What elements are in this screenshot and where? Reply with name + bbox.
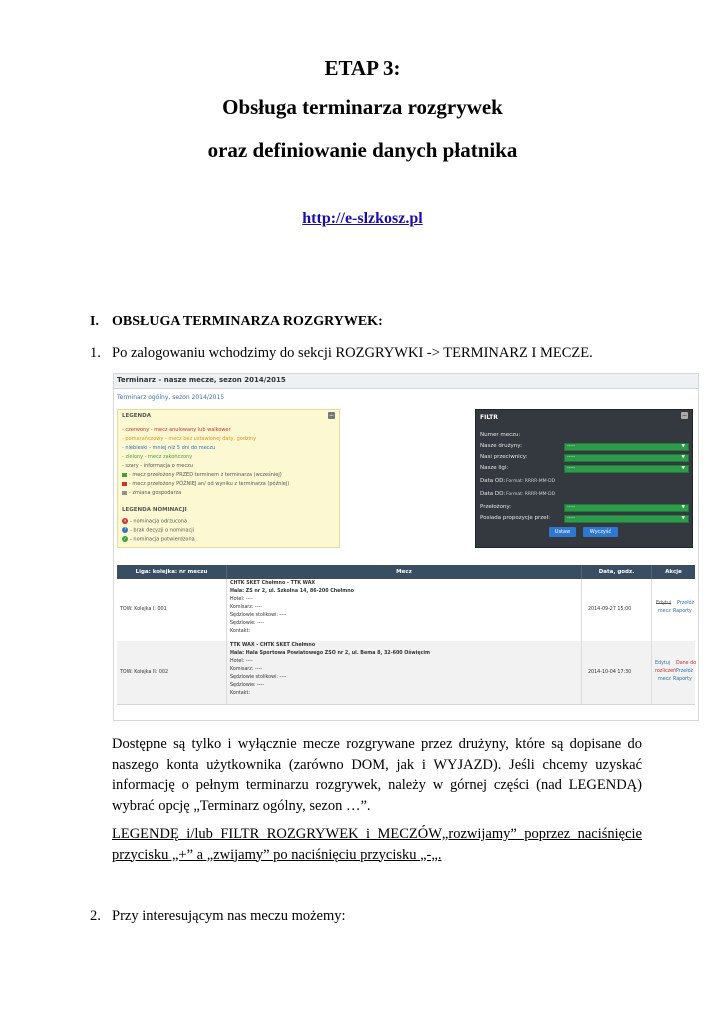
legend-item (122, 463, 193, 469)
legend-item (122, 490, 181, 496)
legend-item-text: - pomarańczowy - mecz bez ustawionej daty, godziny (122, 436, 257, 442)
legend-item (122, 472, 282, 478)
nomination-item (122, 536, 195, 543)
nomination-item (122, 527, 194, 534)
select-value: ----- (567, 505, 576, 510)
select-value: ----- (567, 455, 576, 460)
nomination-legend-title: LEGENDA NOMINACJI (122, 507, 187, 513)
postpone-link[interactable]: Przełóż (676, 669, 694, 674)
postponed-select[interactable] (564, 504, 689, 512)
nomination-text: - brak decyzji o nominacji (130, 527, 195, 534)
match-contact: Kontakt: (230, 691, 250, 696)
match-hotel: Hotel: ---- (230, 597, 253, 602)
legend-item-text: - niebieski - mniej niż 5 dni do meczu (122, 445, 216, 451)
match-table-officials: Sędziowie stolikowi: ---- (230, 613, 287, 618)
column-header-date: Data, godz. (582, 565, 652, 579)
edit-link[interactable]: Edytuj (656, 601, 672, 606)
table-row (117, 641, 695, 705)
legend-item-text: - mecz przełożony PRZED terminem z terminarza (wcześniej) (129, 472, 282, 478)
select-value: ----- (567, 516, 576, 521)
payer-data-link-cont[interactable]: rozliczeń (655, 669, 677, 674)
postpone-match-link[interactable]: mecz (658, 609, 671, 614)
column-header-match: Mecz (227, 565, 582, 579)
list-text-2: Przy interesującym nas meczu możemy: (112, 908, 346, 924)
chevron-down-icon: ▼ (681, 516, 685, 521)
match-cell (227, 641, 582, 704)
leagues-select[interactable] (564, 465, 689, 473)
match-referees: Sędziowie: ---- (230, 621, 265, 626)
nomination-pending-icon: ? (123, 527, 127, 532)
league-cell (117, 641, 227, 704)
legend-item-text: - mecz przełożony PÓŹNIEJ an/ od wyniku z terminarza (później) (129, 481, 290, 487)
date-cell (582, 579, 652, 641)
reports-link[interactable]: Raporty (673, 609, 692, 614)
match-date: 2014-10-04 17:30 (588, 670, 632, 675)
list-item-2 (90, 908, 346, 925)
league-text: TOW: Kolejka II: 002 (120, 670, 169, 675)
title-line-1: ETAP 3: (324, 56, 401, 80)
general-schedule-link[interactable]: Terminarz ogólny, sezon 2014/2015 (117, 394, 225, 401)
section-number: I. (90, 314, 99, 329)
actions-cell (652, 641, 695, 704)
paragraph-expand-collapse: LEGENDĘ i/lub FILTR ROZGRYWEK i MECZÓW„rozwijamy” poprzez naciśnięcie przycisku „+” a „zwijamy” po naciśnięciu przycisku „-„. (112, 826, 642, 863)
date-from-label: Data OD: (480, 478, 506, 484)
arrow-green-icon (122, 473, 127, 477)
payer-data-link[interactable]: Dane do (676, 661, 697, 666)
chevron-down-icon: ▼ (681, 505, 685, 510)
legend-item-text: - zielony - mecz zakończony (122, 454, 193, 460)
schedule-screenshot (113, 373, 699, 721)
match-hotel: Hotel: ---- (230, 659, 253, 664)
nomination-rejected-icon: ✕ (123, 518, 127, 523)
nomination-text: - nominacja odrzucona (130, 518, 188, 525)
paragraph-available-matches: Dostępne są tylko i wyłącznie mecze rozgrywane przez drużyny, które są dopisane do naszego konta użytkownika (zarówno DOM, jak i WYJAZD). Jeśli chcemy uzyskać informację o pełnym terminarzu rozgrywek, należy w górnej części (nad LEGENDĄ) wybrać opcję „Terminarz ogólny, sezon …”. (112, 736, 642, 814)
list-number-1: 1. (90, 345, 101, 361)
legend-header (118, 410, 339, 421)
edit-link[interactable]: Edytuj (655, 661, 671, 666)
match-referees: Sędziowie: ---- (230, 683, 265, 688)
screenshot-title: Terminarz - nasze mecze, sezon 2014/2015 (117, 376, 286, 384)
match-commissioner: Komisarz: ---- (230, 667, 262, 672)
set-filter-button[interactable]: Ustaw (549, 527, 576, 537)
clear-filter-button[interactable]: Wyczyść (583, 527, 618, 537)
match-hall: Hala: Hala Sportowa Powiatowego ZSO nr 2, ul. Bema 8, 32-600 Oświęcim (230, 651, 431, 656)
column-header-actions: Akcje (652, 565, 695, 579)
match-contact: Kontakt: (230, 629, 250, 634)
filter-title: FILTR (480, 414, 498, 421)
league-cell (117, 579, 227, 641)
proposal-select[interactable] (564, 515, 689, 523)
date-to-label: Data DO: (480, 491, 506, 497)
section-heading (90, 314, 383, 330)
select-value: ----- (567, 466, 576, 471)
filter-panel (475, 409, 693, 548)
our-teams-select[interactable] (564, 443, 689, 451)
title-line-3: oraz definiowanie danych płatnika (207, 138, 518, 162)
postpone-match-link[interactable]: mecz (658, 677, 671, 682)
match-commissioner: Komisarz: ---- (230, 605, 262, 610)
legend-item-text: - zmiana gospodarza (129, 490, 182, 496)
legend-item (122, 454, 192, 460)
date-cell (582, 641, 652, 704)
match-table-officials: Sędziowie stolikowi: ---- (230, 675, 287, 680)
chevron-down-icon: ▼ (681, 466, 685, 471)
list-item-1 (90, 345, 593, 362)
legend-item (122, 445, 215, 451)
nomination-item (122, 518, 187, 525)
opponents-label: Nasi przeciwnicy: (480, 454, 528, 460)
list-number-2: 2. (90, 908, 101, 924)
match-teams: CHTK SKET Chełmno - TTK WAX (230, 581, 316, 586)
legend-title: LEGENDA (122, 413, 151, 419)
screenshot-header (114, 374, 698, 389)
swap-icon (122, 491, 127, 495)
nomination-text: - nominacja potwierdzona (130, 536, 195, 543)
table-row (117, 579, 695, 642)
our-teams-label: Nasze drużyny: (480, 443, 522, 449)
postpone-link[interactable]: Przełóż (677, 601, 695, 606)
date-from-input[interactable]: Format: RRRR-MM-DD (506, 479, 556, 484)
legend-item-text: - szary - informacja o meczu (122, 463, 193, 469)
legend-item (122, 436, 256, 442)
legend-item (122, 427, 231, 433)
legend-item-text: - czerwony - mecz anulowany lub walkower (122, 427, 231, 433)
league-text: TOW: Kolejka I: 001 (120, 607, 167, 612)
chevron-down-icon: ▼ (681, 455, 685, 460)
legend-panel (117, 409, 340, 548)
proposal-label: Posiada propozycje przeł: (480, 515, 550, 521)
leagues-label: Nasze ligi: (480, 465, 509, 471)
arrow-red-icon (122, 482, 127, 486)
match-hall: Hala: ZS nr 2, ul. Szkolna 14, 86-200 Chełmno (230, 589, 354, 594)
site-link[interactable]: http://e-slzkosz.pl (302, 210, 423, 227)
match-number-label: Numer meczu: (480, 432, 521, 438)
title-line-2: Obsługa terminarza rozgrywek (222, 95, 503, 119)
match-date: 2014-09-27 15:00 (588, 607, 632, 612)
nomination-confirmed-icon: ✓ (123, 536, 127, 541)
legend-item (122, 481, 289, 487)
postponed-label: Przełożony: (480, 504, 512, 510)
list-text-1: Po zalogowaniu wchodzimy do sekcji ROZGRYWKI -> TERMINARZ I MECZE. (112, 345, 593, 361)
chevron-down-icon: ▼ (681, 444, 685, 449)
date-to-input[interactable]: Format: RRRR-MM-DD (506, 492, 556, 497)
actions-cell (652, 579, 695, 641)
reports-link[interactable]: Raporty (673, 677, 692, 682)
legend-collapse-button[interactable]: − (328, 412, 335, 419)
match-cell (227, 579, 582, 641)
opponents-select[interactable] (564, 454, 689, 462)
section-title: OBSŁUGA TERMINARZA ROZGRYWEK: (112, 314, 383, 329)
column-header-league: Liga: kolejka: nr meczu (117, 565, 227, 579)
filter-collapse-button[interactable]: − (681, 412, 688, 419)
select-value: ----- (567, 444, 576, 449)
match-teams: TTK WAX - CHTK SKET Chełmno (230, 643, 316, 648)
